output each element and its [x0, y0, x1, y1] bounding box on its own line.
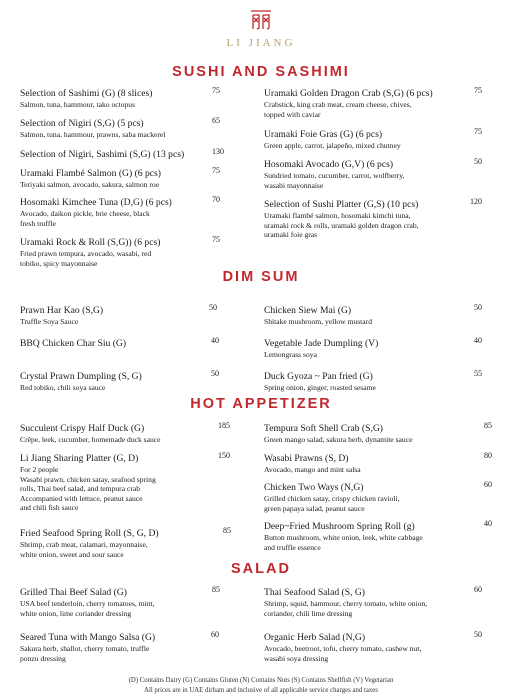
- item-name: BBQ Chicken Char Siu (G): [20, 338, 127, 349]
- menu-item: [20, 453, 250, 513]
- item-price: 85: [212, 585, 220, 594]
- item-price: 75: [474, 86, 482, 95]
- item-description: For 2 people Wasabi prawn, chicken satay, seafood spring rolls, Thai beef salad, and tempura crab Accompanied with lettuce, peanut sauce and chili fish sauce: [20, 465, 156, 513]
- item-price: 40: [484, 519, 492, 528]
- menu-item: [264, 482, 494, 513]
- item-price: 50: [209, 303, 217, 312]
- menu-item: [264, 371, 494, 393]
- price-note: All prices are in UAE dirham and inclusive of all applicable service charges and taxes: [144, 687, 378, 694]
- item-name: Deep~Fried Mushroom Spring Roll (g): [264, 521, 415, 532]
- item-description: Green mango salad, sakura herb, dynamite sauce: [264, 435, 413, 444]
- item-price: 40: [211, 336, 219, 345]
- item-name: Hosomaki Avocado (G,V) (6 pcs): [264, 159, 394, 170]
- menu-item: [20, 118, 250, 140]
- menu-item: [20, 632, 250, 663]
- item-price: 150: [218, 451, 230, 460]
- item-description: Button mushroom, white onion, leek, white cabbage and truffle essence: [264, 533, 423, 552]
- section-title-sushi-and-sashimi: SUSHI AND SASHIMI: [172, 64, 350, 80]
- item-name: Tempura Soft Shell Crab (S,G): [264, 423, 383, 434]
- menu-item: [264, 453, 494, 475]
- item-price: 120: [470, 197, 482, 206]
- item-price: 60: [474, 585, 482, 594]
- item-description: USA beef tenderloin, cherry tomatoes, mint, white onion, lime coriander dressing: [20, 599, 155, 618]
- item-name: Selection of Nigiri (S,G) (5 pcs): [20, 118, 144, 129]
- menu-item: [20, 149, 250, 161]
- item-price: 50: [474, 630, 482, 639]
- item-name: Fried Seafood Spring Roll (S, G, D): [20, 528, 159, 539]
- item-name: Uramaki Flambé Salmon (G) (6 pcs): [20, 168, 161, 179]
- item-price: 60: [211, 630, 219, 639]
- menu-item: [264, 587, 494, 618]
- item-price: 75: [212, 86, 220, 95]
- item-description: Spring onion, ginger, roasted sesame: [264, 383, 376, 392]
- item-name: Vegetable Jade Dumpling (V): [264, 338, 379, 349]
- item-description: Salmon, tuna, hammour, tako octopus: [20, 100, 136, 109]
- item-name: Wasabi Prawns (S, D): [264, 453, 349, 464]
- menu-item: [20, 528, 250, 559]
- item-price: 40: [474, 336, 482, 345]
- item-description: Salmon, tuna, hammour, prawns, saba mackerel: [20, 130, 166, 139]
- section-title-salad: SALAD: [231, 561, 291, 577]
- item-description: Crabstick, king crab meat, cream cheese, chives, topped with caviar: [264, 100, 412, 119]
- item-description: Crêpe, leek, cucumber, homemade duck sauce: [20, 435, 161, 444]
- item-name: Chicken Two Ways (N,G): [264, 482, 364, 493]
- menu-item: [20, 197, 250, 228]
- item-price: 70: [212, 195, 220, 204]
- item-name: Duck Gyoza ~ Pan fried (G): [264, 371, 373, 382]
- item-description: Sakura herb, shallot, cherry tomato, truffle ponzu dressing: [20, 644, 150, 663]
- menu-item: [264, 423, 494, 445]
- item-description: Shrimp, squid, hammour, cherry tomato, white onion, coriander, chili lime dressing: [264, 599, 428, 618]
- section-title-dim-sum: DIM SUM: [222, 269, 300, 285]
- brand-logo: [0, 8, 522, 37]
- item-description: Sundried tomato, cucumber, carrot, wolfberry, wasabi mayonnaise: [264, 171, 405, 190]
- li-jiang-logo-icon: [249, 8, 273, 32]
- item-name: Grilled Thai Beef Salad (G): [20, 587, 127, 598]
- item-description: Red tobiko, chili soya sauce: [20, 383, 106, 392]
- item-description: Shitake mushroom, yellow mustard: [264, 317, 372, 326]
- item-name: Selection of Sashimi (G) (8 slices): [20, 88, 153, 99]
- section-title-hot-appetizer: HOT APPETIZER: [190, 396, 332, 412]
- item-name: Chicken Siew Mai (G): [264, 305, 352, 316]
- menu-item: [264, 159, 494, 190]
- item-description: Shrimp, crab meat, calamari, mayonnaise, white onion, sweet and sour sauce: [20, 540, 148, 559]
- item-price: 50: [474, 157, 482, 166]
- item-description: Grilled chicken satay, crispy chicken ravioli, green papaya salad, peanut sauce: [264, 494, 400, 513]
- menu-item: [20, 168, 250, 190]
- item-name: Organic Herb Salad (N,G): [264, 632, 366, 643]
- item-description: Truffle Soya Sauce: [20, 317, 79, 326]
- item-description: Teriyaki salmon, avocado, sakura, salmon roe: [20, 180, 160, 189]
- item-price: 65: [212, 116, 220, 125]
- menu-item: [20, 338, 250, 350]
- item-name: Uramaki Foie Gras (G) (6 pcs): [264, 129, 383, 140]
- item-name: Uramaki Golden Dragon Crab (S,G) (6 pcs): [264, 88, 433, 99]
- menu-item: [264, 129, 494, 151]
- item-price: 55: [474, 369, 482, 378]
- menu-item: [20, 587, 250, 618]
- item-description: Avocado, mango and mint salsa: [264, 465, 361, 474]
- menu-item: [264, 305, 494, 327]
- item-name: Uramaki Rock & Roll (S,G)) (6 pcs): [20, 237, 161, 248]
- item-price: 130: [212, 147, 224, 156]
- menu-item: [20, 371, 250, 393]
- item-description: Avocado, beetroot, tofu, cherry tomato, cashew nut, wasabi soya dressing: [264, 644, 422, 663]
- menu-item: [264, 632, 494, 663]
- item-description: Uramaki flambé salmon, hosomaki kimchi tuna, uramaki rock & rolls, uramaki golden dragon crab, uramaki foie gras: [264, 211, 419, 240]
- allergen-legend: (D) Contains Dairy (G) Contains Gluten (N) Contains Nuts (S) Contains Shellfish (V) Vegetarian: [128, 677, 394, 684]
- menu-item: [20, 88, 250, 110]
- menu-item: [264, 199, 494, 240]
- item-price: 60: [484, 480, 492, 489]
- menu-item: [20, 237, 250, 268]
- menu-item: [20, 305, 250, 327]
- item-name: Prawn Har Kao (S,G): [20, 305, 104, 316]
- item-price: 85: [223, 526, 231, 535]
- item-name: Thai Seafood Salad (S, G): [264, 587, 365, 598]
- item-price: 85: [484, 421, 492, 430]
- menu-item: [264, 521, 494, 552]
- item-name: Crystal Prawn Dumpling (S, G): [20, 371, 142, 382]
- item-description: Lemongrass soya: [264, 350, 317, 359]
- item-description: Green apple, carrot, jalapeño, mixed chutney: [264, 141, 401, 150]
- item-description: Avocado, daikon pickle, brie cheese, black fresh truffle: [20, 209, 150, 228]
- menu-item: [264, 88, 494, 119]
- item-name: Succulent Crispy Half Duck (G): [20, 423, 145, 434]
- item-name: Hosomaki Kimchee Tuna (D,G) (6 pcs): [20, 197, 172, 208]
- item-price: 50: [474, 303, 482, 312]
- item-price: 50: [211, 369, 219, 378]
- brand-name: LI JIANG: [226, 37, 296, 49]
- item-name: Selection of Nigiri, Sashimi (S,G) (13 pcs): [20, 149, 185, 160]
- menu-item: [264, 338, 494, 360]
- item-price: 75: [212, 235, 220, 244]
- item-name: Li Jiang Sharing Platter (G, D): [20, 453, 139, 464]
- item-description: Fried prawn tempura, avocado, wasabi, red tobiko, spicy mayonnaise: [20, 249, 152, 268]
- menu-item: [20, 423, 250, 445]
- item-name: Selection of Sushi Platter (G,S) (10 pcs): [264, 199, 419, 210]
- item-price: 80: [484, 451, 492, 460]
- item-price: 75: [474, 127, 482, 136]
- item-price: 185: [218, 421, 230, 430]
- item-price: 75: [212, 166, 220, 175]
- item-name: Seared Tuna with Mango Salsa (G): [20, 632, 156, 643]
